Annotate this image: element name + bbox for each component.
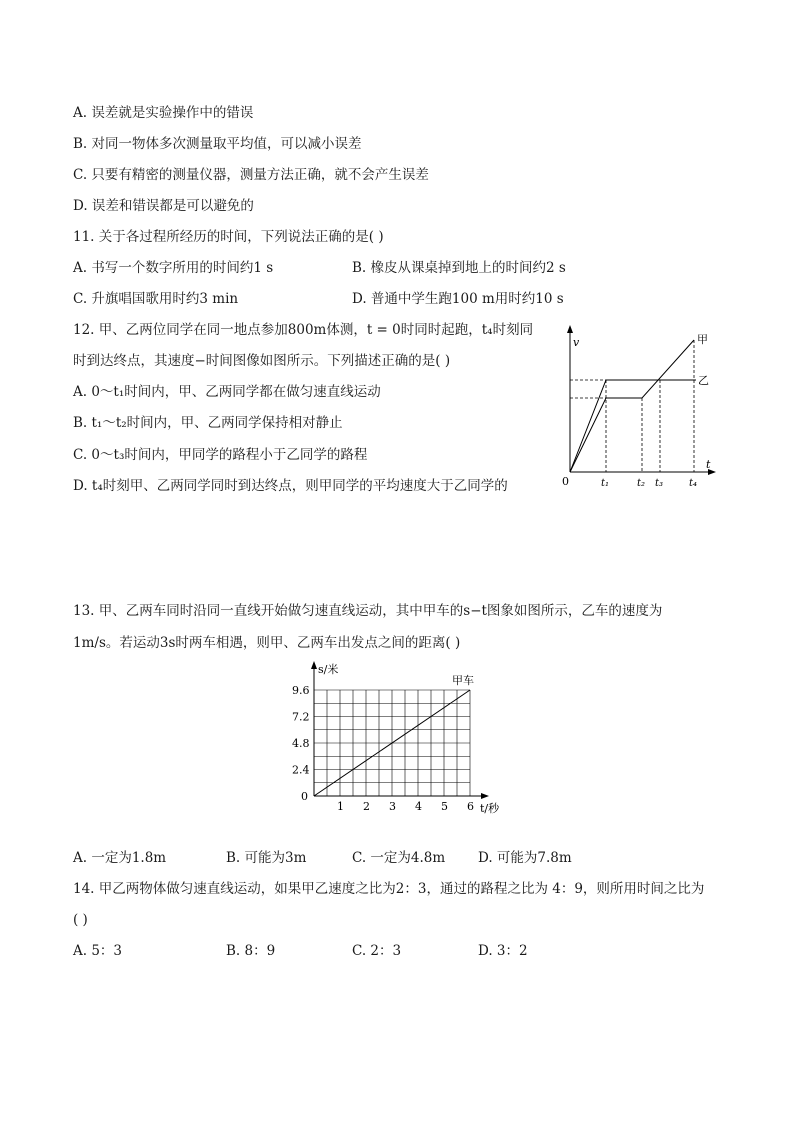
q13-option-c: C. 一定为4.8m: [352, 850, 446, 866]
vt-origin-label: 0: [562, 475, 569, 488]
q12-stem-line1: 12. 甲、乙两位同学在同一地点参加800m体测，t = 0时同时起跑，t₄时刻同: [73, 322, 534, 338]
st-series-label: 甲车: [452, 674, 474, 687]
vt-tick-t1: t₁: [601, 478, 610, 489]
q11-option-b: B. 橡皮从课桌掉到地上的时间约2 s: [352, 260, 566, 276]
st-x-tick-label: 2: [363, 800, 370, 813]
st-origin-label: 0: [301, 790, 308, 803]
q10-option-a: A. 误差就是实验操作中的错误: [73, 105, 254, 121]
st-x-arrow: [481, 793, 489, 799]
vt-curve-label-jia: 甲: [697, 333, 708, 346]
st-y-tick-label: 9.6: [292, 684, 310, 697]
vt-curve-yi: [570, 380, 696, 472]
st-y-arrow: [311, 661, 317, 669]
vt-curve-label-yi: 乙: [698, 374, 709, 387]
st-x-label: t/秒: [480, 802, 500, 815]
q13-option-b: B. 可能为3m: [226, 850, 307, 866]
vt-tick-t4: t₄: [689, 478, 698, 489]
st-y-label: s/米: [318, 663, 339, 676]
q13-stem-line1: 13. 甲、乙两车同时沿同一直线开始做匀速直线运动，其中甲车的s−t图象如图所示，乙车的速度为: [73, 603, 663, 619]
q13-stem-line2: 1m/s。若运动3s时两车相遇，则甲、乙两车出发点之间的距离( ): [73, 635, 461, 651]
vt-tick-t2: t₂: [637, 478, 646, 489]
q14-option-d: D. 3：2: [478, 943, 528, 959]
vt-tick-t3: t₃: [655, 478, 664, 489]
q14-option-b: B. 8：9: [226, 943, 276, 959]
q13-option-d: D. 可能为7.8m: [478, 850, 572, 866]
q12-option-a: A. 0～t₁时间内，甲、乙两同学都在做匀速直线运动: [73, 384, 381, 400]
st-x-tick-label: 5: [441, 800, 448, 813]
st-y-tick-label: 2.4: [292, 763, 310, 777]
st-x-tick-label: 6: [467, 800, 474, 813]
q10-option-b: B. 对同一物体多次测量取平均值，可以减小误差: [73, 136, 362, 152]
q14-stem-paren: ( ): [73, 912, 88, 928]
q11-option-d: D. 普通中学生跑100 m用时约10 s: [352, 291, 564, 307]
q11-stem: 11. 关于各过程所经历的时间，下列说法正确的是( ): [73, 229, 384, 245]
q11-option-a: A. 书写一个数字所用的时间约1 s: [73, 260, 274, 276]
q12-option-d: D. t₄时刻甲、乙两同学同时到达终点，则甲同学的平均速度大于乙同学的: [73, 478, 508, 494]
q11-option-c: C. 升旗唱国歌用时约3 min: [73, 291, 239, 307]
vt-curve-jia: [570, 340, 694, 472]
st-y-tick-label: 7.2: [292, 710, 310, 724]
q12-option-b: B. t₁～t₂时间内，甲、乙两同学保持相对静止: [73, 415, 343, 431]
q12-option-c: C. 0～t₃时间内，甲同学的路程小于乙同学的路程: [73, 447, 368, 463]
vt-y-label: v: [573, 336, 580, 349]
q14-option-c: C. 2：3: [352, 943, 402, 959]
q12-stem-line2: 时到达终点，其速度−时间图像如图所示。下列描述正确的是( ): [73, 353, 451, 369]
q13-st-chart: [290, 660, 510, 820]
vt-y-arrow: [567, 325, 573, 333]
st-y-tick-label: 4.8: [292, 737, 310, 750]
st-x-tick-label: 1: [337, 800, 344, 813]
st-x-tick-label: 4: [415, 800, 422, 813]
q12-vt-graph: [558, 322, 718, 492]
q13-option-a: A. 一定为1.8m: [73, 850, 167, 866]
q14-stem: 14. 甲乙两物体做匀速直线运动，如果甲乙速度之比为2：3，通过的路程之比为 4：9，则所用时间之比为: [73, 881, 705, 897]
q14-option-a: A. 5：3: [73, 943, 123, 959]
q10-option-c: C. 只要有精密的测量仪器，测量方法正确，就不会产生误差: [73, 167, 429, 183]
q10-option-d: D. 误差和错误都是可以避免的: [73, 198, 254, 214]
st-x-tick-label: 3: [389, 800, 396, 813]
vt-x-label: t: [706, 458, 711, 471]
